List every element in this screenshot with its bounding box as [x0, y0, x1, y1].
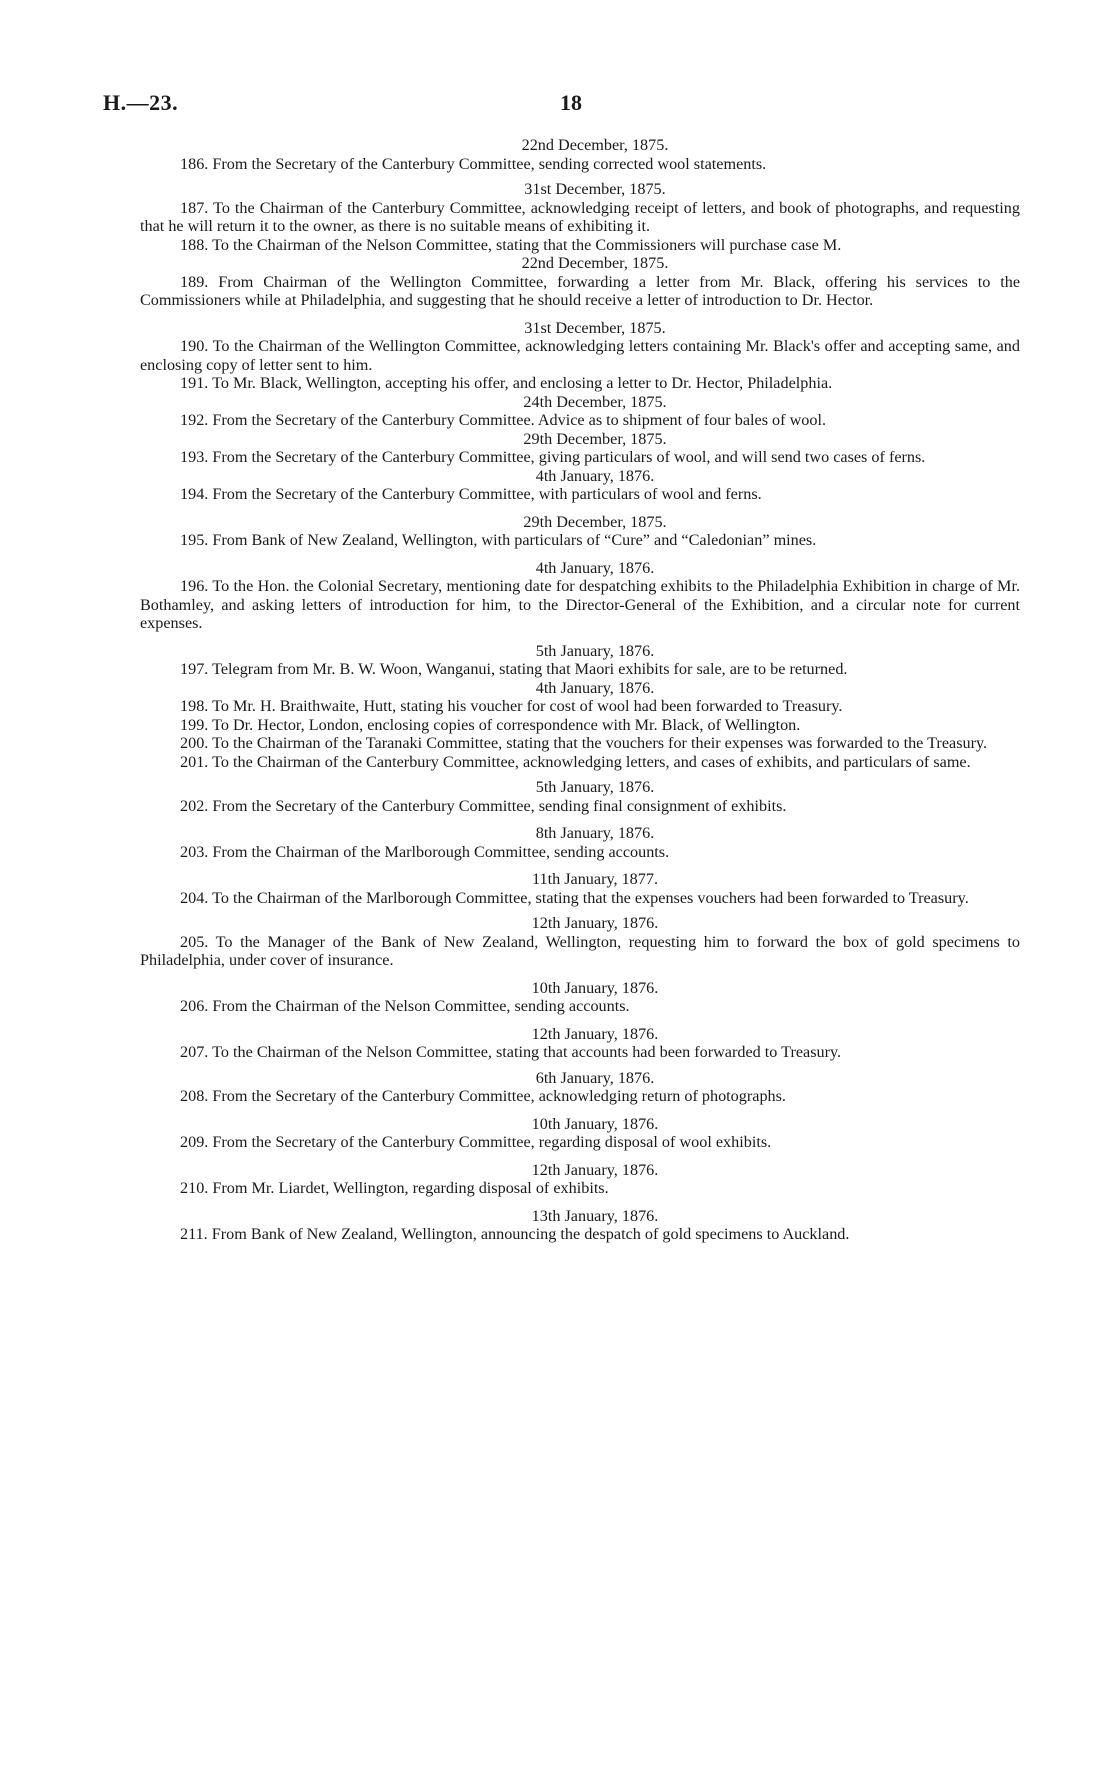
entry-number: 195.	[180, 531, 209, 549]
entry-date: 6th January, 1876.	[535, 1068, 655, 1087]
list-item	[140, 697, 1020, 716]
list-item	[140, 1179, 1020, 1198]
list-item	[140, 531, 1020, 550]
entry-text: To Mr. Black, Wellington, accepting his offer, and enclosing a letter to Dr. Hector, Philadelphia.	[212, 374, 833, 392]
entry-number: 207.	[180, 1043, 209, 1061]
entry-number: 203.	[180, 842, 209, 861]
correspondence-list	[140, 136, 1020, 1244]
entry-number: 198.	[180, 697, 209, 715]
entry-text: To the Chairman of the Canterbury Committee, acknowledging letters, and cases of exhibits, and particulars of same.	[212, 752, 971, 771]
entry-date: 31st December, 1875.	[524, 318, 666, 337]
entry-date: 5th January, 1876.	[535, 778, 655, 796]
entry-date: 29th December, 1875.	[523, 429, 667, 448]
entry-number: 196.	[180, 577, 209, 595]
entry-text: To the Chairman of the Marlborough Committee, stating that the expenses vouchers had been forwarded to Treasury.	[212, 888, 969, 907]
entry-text: From the Secretary of the Canterbury Committee, sending final consignment of exhibits.	[212, 796, 787, 815]
entry-number: 206.	[180, 997, 209, 1015]
list-item	[140, 997, 1020, 1016]
list-item	[140, 734, 1020, 753]
list-item	[140, 1133, 1020, 1152]
entry-text: From Bank of New Zealand, Wellington, with particulars of “Cure” and “Caledonian” mines.	[212, 531, 817, 549]
entry-text: From the Secretary of the Canterbury Committee, acknowledging return of photographs.	[212, 1087, 786, 1105]
list-item	[140, 889, 1020, 908]
entry-number: 201.	[180, 752, 209, 771]
entry-number: 202.	[180, 796, 209, 815]
entry-number: 190.	[180, 337, 209, 355]
entry-number: 191.	[180, 374, 209, 392]
entry-text: To the Chairman of the Taranaki Committee, stating that the vouchers for their expenses was forwarded to the Treasury.	[212, 734, 988, 752]
entry-date: 24th December, 1875.	[523, 392, 667, 411]
entry-number: 192.	[180, 411, 209, 429]
entry-text: From the Secretary of the Canterbury Committee. Advice as to shipment of four bales of wool.	[212, 411, 827, 429]
entry-text: From the Secretary of the Canterbury Committee, giving particulars of wool, and will send two cases of ferns.	[212, 448, 926, 466]
entry-date: 12th January, 1876.	[531, 1024, 659, 1043]
entry-text: From Chairman of the Wellington Committee, forwarding a letter from Mr. Black, offering his services to the Commissioners while at Philadelphia, and suggesting that he should receive a letter of introduction to Dr. Hector.	[140, 272, 1020, 309]
list-item	[140, 273, 1020, 310]
entry-number: 199.	[180, 715, 209, 734]
list-item	[140, 843, 1020, 862]
entry-date: 29th December, 1875.	[523, 512, 667, 531]
list-item	[140, 337, 1020, 374]
entry-text: To Dr. Hector, London, enclosing copies of correspondence with Mr. Black, of Wellington.	[212, 715, 801, 734]
list-item	[140, 577, 1020, 633]
entry-text: From the Secretary of the Canterbury Committee, with particulars of wool and ferns.	[212, 485, 762, 503]
page-number: 18	[560, 90, 582, 115]
entry-text: From Bank of New Zealand, Wellington, announcing the despatch of gold specimens to Auckland.	[211, 1225, 850, 1243]
entry-date: 12th January, 1876.	[531, 1160, 659, 1179]
entry-text: To Mr. H. Braithwaite, Hutt, stating his voucher for cost of wool had been forwarded to Treasury.	[212, 697, 843, 715]
entry-date: 4th January, 1876.	[535, 558, 655, 577]
entry-text: To the Chairman of the Canterbury Committee, acknowledging receipt of letters, and book of photographs, and requesting that he will return it to the owner, as there is no suitable means of exhibiting it.	[140, 198, 1020, 235]
list-item	[140, 1087, 1020, 1106]
entry-number: 208.	[180, 1087, 209, 1105]
entry-date: 31st December, 1875.	[524, 180, 666, 198]
list-item	[140, 199, 1020, 236]
entry-text: To the Hon. the Colonial Secretary, mentioning date for despatching exhibits to the Philadelphia Exhibition in charge of Mr. Bothamley, and asking letters of introduction for him, to the Director-General of the Exhibition, and a circular note for current expenses.	[140, 577, 1020, 632]
list-item	[140, 448, 1020, 467]
entry-date: 12th January, 1876.	[531, 914, 659, 932]
entry-text: From the Chairman of the Nelson Committee, sending accounts.	[212, 997, 630, 1015]
list-item	[140, 155, 1020, 174]
list-item	[140, 797, 1020, 816]
entry-text: To the Chairman of the Nelson Committee, stating that the Commissioners will purchase case M.	[212, 235, 842, 254]
entry-text: From the Chairman of the Marlborough Committee, sending accounts.	[212, 842, 670, 861]
list-item	[140, 660, 1020, 679]
entry-text: From Mr. Liardet, Wellington, regarding disposal of exhibits.	[212, 1179, 609, 1197]
entry-text: Telegram from Mr. B. W. Woon, Wanganui, stating that Maori exhibits for sale, are to be returned.	[212, 660, 848, 678]
list-item	[140, 485, 1020, 504]
list-item	[140, 933, 1020, 970]
entry-number: 211.	[180, 1225, 208, 1243]
document-reference: H.—23.	[103, 90, 179, 115]
entry-number: 197.	[180, 660, 209, 678]
entry-number: 188.	[180, 235, 209, 254]
entry-date: 8th January, 1876.	[535, 824, 655, 842]
entry-number: 200.	[180, 734, 209, 752]
list-item	[140, 716, 1020, 735]
entry-text: From the Secretary of the Canterbury Committee, sending corrected wool statements.	[212, 154, 767, 173]
entry-date: 10th January, 1876.	[531, 978, 659, 997]
list-item	[140, 236, 1020, 255]
entry-number: 204.	[180, 888, 209, 907]
entry-date: 11th January, 1877.	[531, 870, 659, 888]
list-item	[140, 1225, 1020, 1244]
entry-date: 10th January, 1876.	[531, 1114, 659, 1133]
entry-text: From the Secretary of the Canterbury Committee, regarding disposal of wool exhibits.	[212, 1133, 772, 1151]
entry-number: 189.	[180, 272, 209, 291]
entry-text: To the Manager of the Bank of New Zealand, Wellington, requesting him to forward the box of gold specimens to Philadelphia, under cover of insurance.	[140, 932, 1020, 969]
entry-number: 210.	[180, 1179, 209, 1197]
list-item	[140, 753, 1020, 772]
entry-date: 4th January, 1876.	[535, 466, 655, 485]
entry-date: 4th January, 1876.	[535, 678, 655, 697]
list-item	[140, 374, 1020, 393]
entry-number: 193.	[180, 448, 209, 466]
entry-number: 186.	[180, 154, 209, 173]
list-item	[140, 1043, 1020, 1062]
entry-number: 194.	[180, 485, 209, 503]
entry-text: To the Chairman of the Nelson Committee, stating that accounts had been forwarded to Treasury.	[212, 1043, 842, 1061]
entry-number: 187.	[180, 198, 209, 217]
entry-number: 209.	[180, 1133, 209, 1151]
list-item	[140, 411, 1020, 430]
entry-number: 205.	[180, 932, 209, 951]
entry-date: 22nd December, 1875.	[521, 254, 669, 272]
entry-text: To the Chairman of the Wellington Committee, acknowledging letters containing Mr. Black's offer and accepting same, and enclosing copy of letter sent to him.	[140, 337, 1020, 374]
entry-date: 13th January, 1876.	[531, 1206, 659, 1225]
entry-date: 22nd December, 1875.	[521, 136, 669, 154]
entry-date: 5th January, 1876.	[535, 641, 655, 660]
